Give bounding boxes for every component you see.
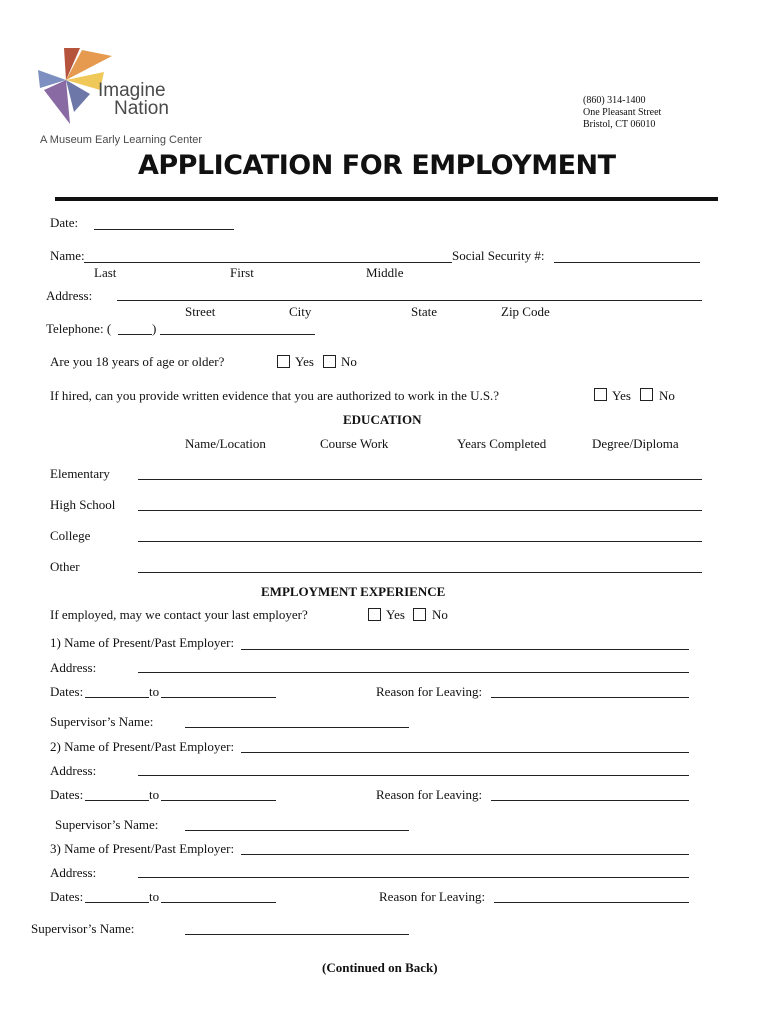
employer-1-address-field[interactable] [138, 672, 689, 673]
ssn-label: Social Security #: [452, 248, 545, 263]
edu-col-name-location: Name/Location [185, 436, 266, 451]
employer-3-date-from-field[interactable] [85, 902, 149, 903]
logo-tagline: A Museum Early Learning Center [40, 134, 203, 146]
contact-phone: (860) 314-1400 [583, 95, 646, 106]
address-state-caption: State [411, 304, 437, 319]
edu-row-label: Elementary [50, 466, 110, 481]
employer-3-address-field[interactable] [138, 877, 689, 878]
logo-name-line2: Nation [114, 98, 169, 119]
employer-3-reason-label: Reason for Leaving: [379, 889, 486, 904]
name-last-caption: Last [94, 265, 117, 280]
employer-3-reason-field[interactable] [494, 902, 689, 903]
employer-3-address-label: Address: [50, 865, 97, 880]
address-label: Address: [46, 288, 93, 303]
education-heading: EDUCATION [343, 412, 422, 427]
telephone-paren: ) [152, 321, 157, 336]
area-code-field[interactable] [118, 334, 152, 335]
employer-2-date-from-field[interactable] [85, 800, 149, 801]
employer-2-supervisor-field[interactable] [185, 830, 409, 831]
telephone-field[interactable] [160, 334, 315, 335]
employer-2-address-field[interactable] [138, 775, 689, 776]
page-title: APPLICATION FOR EMPLOYMENT [138, 150, 616, 181]
contact-no-label: No [432, 607, 448, 622]
age-no-checkbox[interactable] [323, 355, 336, 368]
employer-1-supervisor-label: Supervisor’s Name: [50, 714, 154, 729]
address-city-caption: City [289, 304, 312, 319]
name-field[interactable] [84, 262, 452, 263]
contact-yes-label: Yes [386, 607, 405, 622]
employer-1-date-from-field[interactable] [85, 697, 149, 698]
employer-2-name-field[interactable] [241, 752, 689, 753]
employer-3-dates-label: Dates: [50, 889, 84, 904]
contact-block [583, 95, 661, 131]
contact-employer-question: If employed, may we contact your last employer? [50, 607, 308, 622]
edu-row-label: Other [50, 559, 80, 574]
age-question: Are you 18 years of age or older? [50, 354, 225, 369]
continued-note: (Continued on Back) [322, 960, 438, 975]
edu-row-field[interactable] [138, 510, 702, 511]
edu-row-label: High School [50, 497, 116, 512]
contact-no-checkbox[interactable] [413, 608, 426, 621]
age-no-label: No [341, 354, 357, 369]
employer-2-reason-field[interactable] [491, 800, 689, 801]
name-label: Name: [50, 248, 85, 263]
employer-1-dates-label: Dates: [50, 684, 84, 699]
employer-1-name-field[interactable] [241, 649, 689, 650]
age-yes-checkbox[interactable] [277, 355, 290, 368]
telephone-label: Telephone: ( [46, 321, 112, 336]
employer-2-dates-label: Dates: [50, 787, 84, 802]
org-logo [34, 42, 204, 152]
employer-3-supervisor-field[interactable] [185, 934, 409, 935]
auth-no-label: No [659, 388, 675, 403]
edu-row-label: College [50, 528, 91, 543]
edu-row-field[interactable] [138, 572, 702, 573]
employer-2-reason-label: Reason for Leaving: [376, 787, 483, 802]
edu-col-degree: Degree/Diploma [592, 436, 679, 451]
employer-1-name-label: 1) Name of Present/Past Employer: [50, 635, 235, 650]
edu-col-years-completed: Years Completed [457, 436, 547, 451]
ssn-field[interactable] [554, 262, 700, 263]
name-middle-caption: Middle [366, 265, 404, 280]
employer-3-name-field[interactable] [241, 854, 689, 855]
employer-1-reason-field[interactable] [491, 697, 689, 698]
employer-1-address-label: Address: [50, 660, 97, 675]
employer-1-supervisor-field[interactable] [185, 727, 409, 728]
employer-3-name-label: 3) Name of Present/Past Employer: [50, 841, 235, 856]
edu-row-field[interactable] [138, 479, 702, 480]
contact-yes-checkbox[interactable] [368, 608, 381, 621]
auth-yes-checkbox[interactable] [594, 388, 607, 401]
employer-3-to-label: to [149, 889, 160, 904]
title-rule [55, 197, 718, 201]
address-street-caption: Street [185, 304, 216, 319]
employer-2-date-to-field[interactable] [161, 800, 276, 801]
employer-3-date-to-field[interactable] [161, 902, 276, 903]
edu-row-field[interactable] [138, 541, 702, 542]
logo-name-line1: Imagine [98, 80, 166, 101]
employer-3-supervisor-label: Supervisor’s Name: [31, 921, 135, 936]
age-yes-label: Yes [295, 354, 314, 369]
date-field[interactable] [94, 229, 234, 230]
employer-2-name-label: 2) Name of Present/Past Employer: [50, 739, 235, 754]
auth-no-checkbox[interactable] [640, 388, 653, 401]
edu-col-course-work: Course Work [320, 436, 389, 451]
employment-heading: EMPLOYMENT EXPERIENCE [261, 584, 446, 599]
contact-city: Bristol, CT 06010 [583, 119, 656, 130]
address-zip-caption: Zip Code [501, 304, 550, 319]
employer-1-reason-label: Reason for Leaving: [376, 684, 483, 699]
contact-street: One Pleasant Street [583, 107, 662, 118]
auth-yes-label: Yes [612, 388, 631, 403]
address-field[interactable] [117, 300, 702, 301]
employer-2-to-label: to [149, 787, 160, 802]
date-label: Date: [50, 215, 79, 230]
auth-question: If hired, can you provide written evidence that you are authorized to work in the U.S.? [50, 388, 500, 403]
employer-2-supervisor-label: Supervisor’s Name: [55, 817, 159, 832]
employer-2-address-label: Address: [50, 763, 97, 778]
name-first-caption: First [230, 265, 254, 280]
employer-1-date-to-field[interactable] [161, 697, 276, 698]
employer-1-to-label: to [149, 684, 160, 699]
